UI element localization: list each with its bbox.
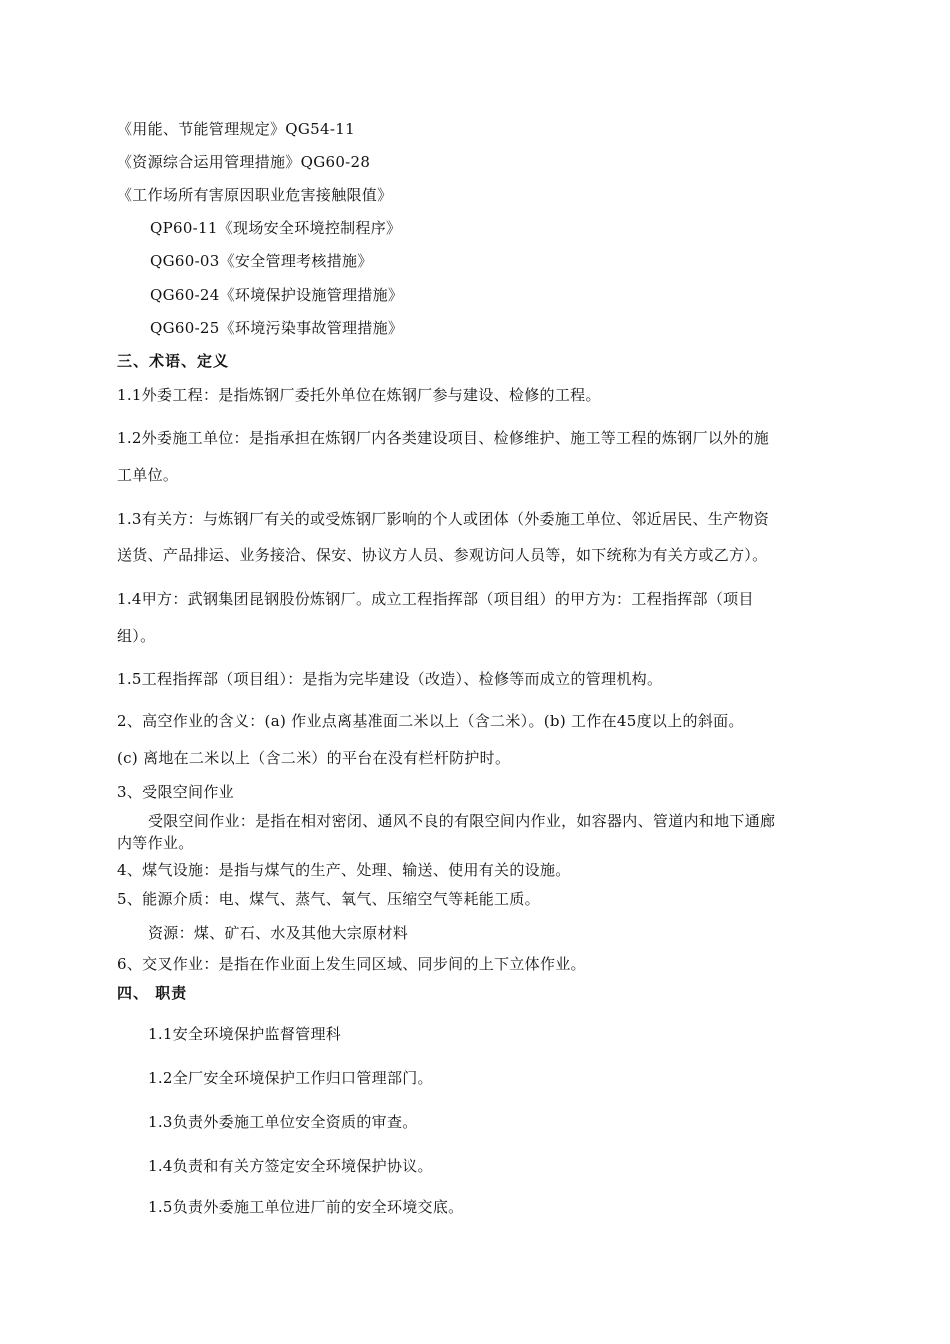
reference-line: 《资源综合运用管理措施》QG60-28 — [117, 153, 371, 171]
paragraph-line: 1.4甲方：武钢集团昆钢股份炼钢厂。成立工程指挥部（项目组）的甲方为：工程指挥部（项目 — [117, 590, 754, 608]
paragraph-line: 组）。 — [117, 627, 156, 645]
paragraph-line: 1.2外委施工单位：是指承担在炼钢厂内各类建设项目、检修维护、施工等工程的炼钢厂以外的施 — [117, 429, 770, 447]
duty-item: 1.1安全环境保护监督管理科 — [148, 1025, 342, 1043]
reference-line: QG60-24《环境保护设施管理措施》 — [150, 286, 404, 304]
duty-item: 1.3负责外委施工单位安全资质的审查。 — [148, 1113, 418, 1131]
reference-line: QG60-25《环境污染事故管理措施》 — [150, 319, 404, 337]
paragraph-line: 6、交叉作业：是指在作业面上发生同区域、同步间的上下立体作业。 — [117, 955, 586, 973]
paragraph-line: 3、受限空间作业 — [117, 783, 234, 801]
reference-line: 《用能、节能管理规定》QG54-11 — [117, 120, 355, 138]
paragraph-line: 受限空间作业：是指在相对密闭、通风不良的有限空间内作业，如容器内、管道内和地下通廊 — [148, 812, 776, 830]
paragraph-line: 4、煤气设施：是指与煤气的生产、处理、输送、使用有关的设施。 — [117, 861, 571, 879]
duty-item: 1.2全厂安全环境保护工作归口管理部门。 — [148, 1069, 433, 1087]
reference-line: 《工作场所有害原因职业危害接触限值》 — [117, 186, 393, 204]
paragraph-line: 2、高空作业的含义：(a) 作业点离基准面二米以上（含二米）。(b) 工作在45度以上的斜面。 — [117, 712, 744, 730]
paragraph-line: 1.3有关方：与炼钢厂有关的或受炼钢厂影响的个人或团体（外委施工单位、邻近居民、生产物资 — [117, 510, 770, 528]
paragraph-line: 资源：煤、矿石、水及其他大宗原材料 — [148, 924, 409, 942]
duty-item: 1.4负责和有关方签定安全环境保护协议。 — [148, 1157, 433, 1175]
paragraph-line: 1.5工程指挥部（项目组）：是指为完毕建设（改造）、检修等而成立的管理机构。 — [117, 670, 663, 688]
paragraph-line: 5、能源介质：电、煤气、蒸气、氧气、压缩空气等耗能工质。 — [117, 890, 540, 908]
reference-line: QP60-11《现场安全环境控制程序》 — [150, 219, 402, 237]
paragraph-line: 送货、产品排运、业务接洽、保安、协议方人员、参观访问人员等，如下统称为有关方或乙方）。 — [117, 546, 768, 564]
paragraph-line: (c) 离地在二米以上（含二米）的平台在没有栏杆防护时。 — [117, 749, 511, 767]
section-heading: 三、术语、定义 — [117, 352, 230, 370]
reference-line: QG60-03《安全管理考核措施》 — [150, 252, 373, 270]
paragraph-line: 1.1外委工程：是指炼钢厂委托外单位在炼钢厂参与建设、检修的工程。 — [117, 386, 601, 404]
paragraph-line: 工单位。 — [117, 466, 179, 484]
paragraph-line: 内等作业。 — [117, 834, 194, 852]
section-heading: 四、 职责 — [117, 984, 188, 1002]
duty-item: 1.5负责外委施工单位进厂前的安全环境交底。 — [148, 1198, 464, 1216]
